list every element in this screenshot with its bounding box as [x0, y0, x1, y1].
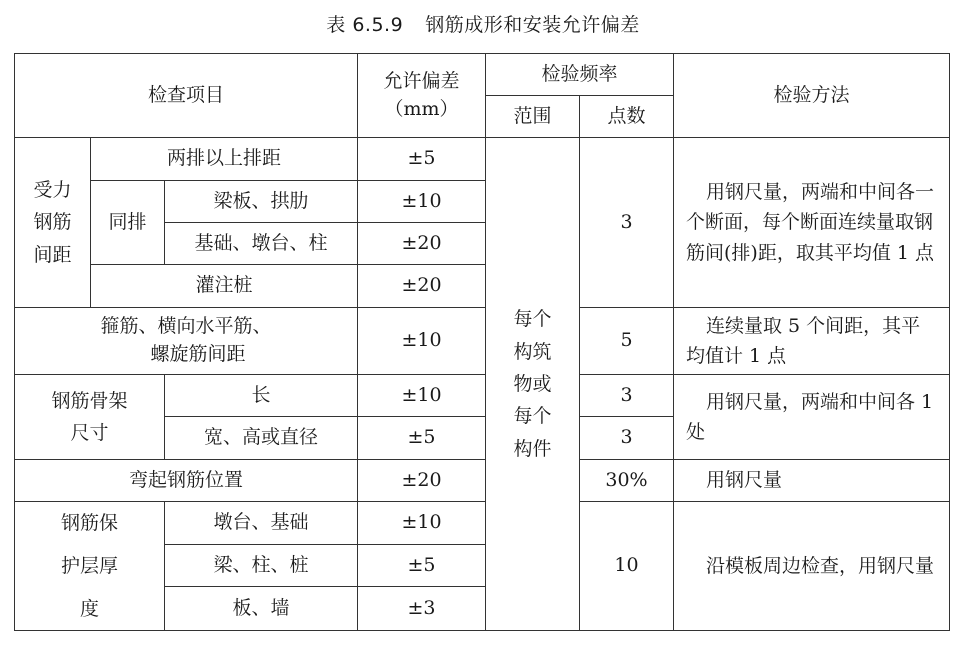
bored-pile: 灌注桩 — [91, 265, 358, 308]
method-stirrup: 连续量取 5 个间距，其平均值计 1 点 — [674, 308, 950, 375]
header-tolerance-label: 允许偏差 — [383, 69, 460, 92]
method-bent: 用钢尺量 — [674, 460, 950, 502]
header-method: 检验方法 — [674, 54, 950, 138]
multi-row-spacing: 两排以上排距 — [91, 138, 358, 181]
scope-all: 每个构筑物或每个构件 — [486, 138, 580, 631]
skeleton-length-tolerance: ±10 — [358, 375, 486, 417]
points-force: 3 — [580, 138, 674, 308]
points-bent: 30% — [580, 460, 674, 502]
header-frequency: 检验频率 — [486, 54, 674, 96]
header-points: 点数 — [580, 96, 674, 138]
same-row-label: 同排 — [91, 181, 165, 265]
skeleton-width-tolerance: ±5 — [358, 417, 486, 460]
bored-pile-tolerance: ±20 — [358, 265, 486, 308]
method-skeleton: 用钢尺量，两端和中间各 1 处 — [674, 375, 950, 460]
points-cover: 10 — [580, 502, 674, 631]
cover-pier-tolerance: ±10 — [358, 502, 486, 545]
method-cover: 沿模板周边检查，用钢尺量 — [674, 502, 950, 631]
cover-beam-tolerance: ±5 — [358, 544, 486, 587]
points-stirrup: 5 — [580, 308, 674, 375]
cover-slab-tolerance: ±3 — [358, 587, 486, 631]
table-caption — [0, 10, 966, 37]
stirrup-spacing: 箍筋、横向水平筋、 螺旋筋间距 — [15, 308, 358, 375]
force-spacing-group: 受力钢筋间距 — [15, 138, 91, 308]
cover-slab-wall: 板、墙 — [165, 587, 358, 631]
bent-bar-position: 弯起钢筋位置 — [15, 460, 358, 502]
cover-thickness-group: 钢筋保护层厚度 — [15, 502, 165, 631]
cover-pier-foundation: 墩台、基础 — [165, 502, 358, 545]
skeleton-size-group: 钢筋骨架尺寸 — [15, 375, 165, 460]
cover-beam-column-pile: 梁、柱、桩 — [165, 544, 358, 587]
header-tolerance — [358, 54, 486, 138]
beam-rib: 梁板、拱肋 — [165, 181, 358, 223]
skeleton-length: 长 — [165, 375, 358, 417]
method-force: 用钢尺量，两端和中间各一个断面，每个断面连续量取钢筋间(排)距，取其平均值 1 点 — [674, 138, 950, 308]
points-width: 3 — [580, 417, 674, 460]
header-tolerance-unit: （mm） — [384, 97, 459, 120]
table-number: 表 6.5.9 — [326, 14, 404, 36]
tolerance-table — [14, 53, 950, 631]
stirrup-tolerance: ±10 — [358, 308, 486, 375]
beam-rib-tolerance: ±10 — [358, 181, 486, 223]
header-scope: 范围 — [486, 96, 580, 138]
skeleton-width: 宽、高或直径 — [165, 417, 358, 460]
foundation-tolerance: ±20 — [358, 223, 486, 265]
points-length: 3 — [580, 375, 674, 417]
foundation-pier-column: 基础、墩台、柱 — [165, 223, 358, 265]
multi-row-tolerance: ±5 — [358, 138, 486, 181]
bent-bar-tolerance: ±20 — [358, 460, 486, 502]
table-title: 钢筋成形和安装允许偏差 — [425, 14, 640, 36]
header-item: 检查项目 — [15, 54, 358, 138]
